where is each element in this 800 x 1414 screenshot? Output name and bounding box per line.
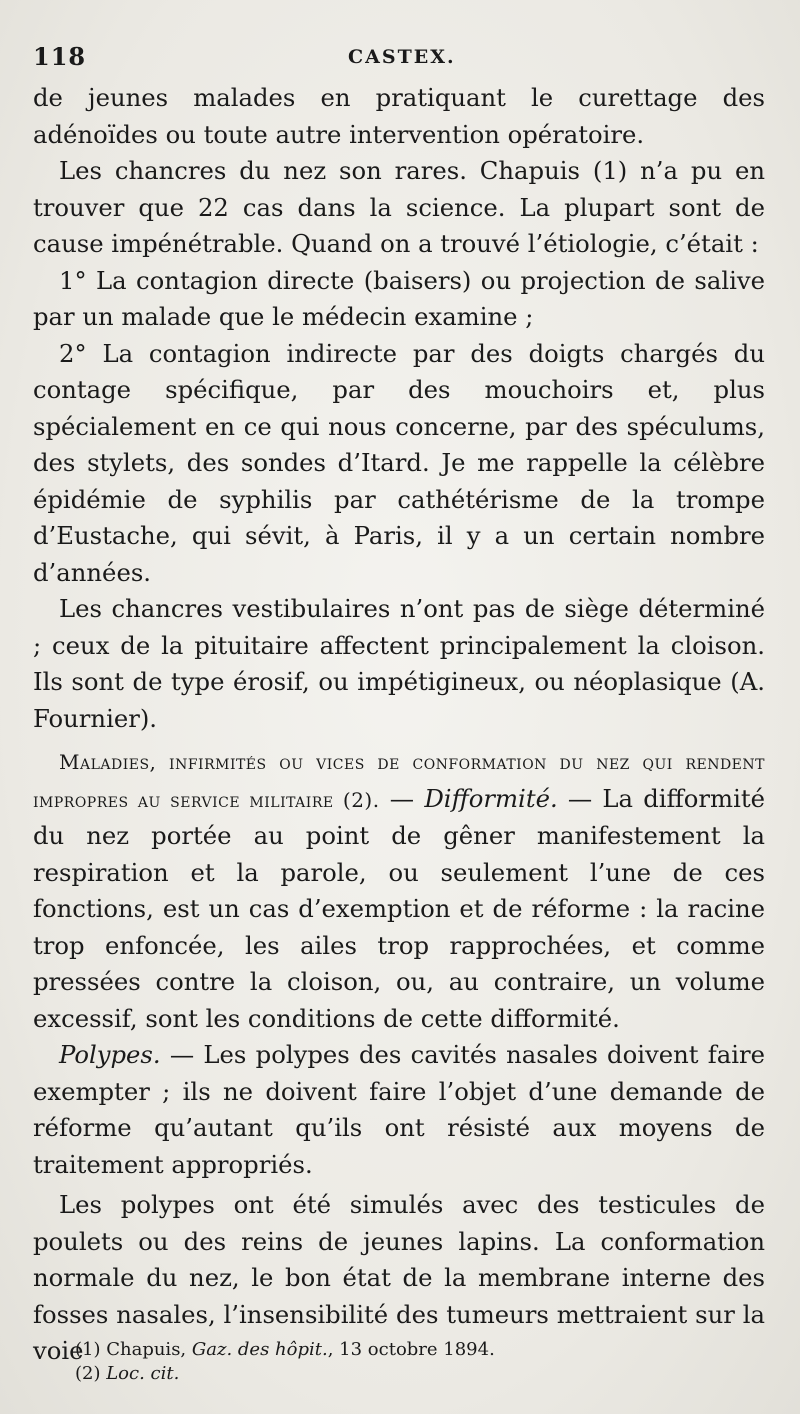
paragraph-5: Les chancres vestibulaires n’ont pas de siège déterminé ; ceux de la pituitaire affectent principalement la cloison. Ils sont de type érosif, ou impétigineux, ou néoplasique (A. Fournier). [33, 594, 765, 733]
paragraph-1: de jeunes malades en pratiquant le curettage des adénoïdes ou toute autre intervention opératoire. [33, 83, 765, 149]
running-head: CASTEX. [348, 46, 456, 68]
footnotes [75, 1338, 765, 1386]
paragraph-7-text: — Les polypes des cavités nasales doivent faire exempter ; ils ne doivent faire l’objet d’une demande de réforme qu’autant qu’ils ont résisté aux moyens de traitement appropriés. [33, 1040, 765, 1179]
subheading-polypes: Polypes. [59, 1040, 161, 1069]
paragraph-4: 2° La contagion indirecte par des doigts chargés du contage spécifique, par des mouchoirs et, plus spécialement en ce qui nous concerne, par des spéculums, des stylets, des sondes d’Itard. Je me rappelle la célèbre épidémie de syphilis par cathétérisme de la trompe d’Eustache, qui sévit, à Paris, il y a un certain nombre d’années. [33, 338, 765, 587]
paragraph-7 [33, 1037, 765, 1183]
subheading-difformite: Difformité. [424, 783, 558, 813]
heading-separator: — [379, 783, 425, 813]
paragraph-8: Les polypes ont été simulés avec des testicules de poulets ou des reins de jeunes lapins. La conformation normale du nez, le bon état de la membrane interne des fosses nasales, l’insensibilité des tumeurs mettraient sur la voie [33, 1190, 765, 1365]
paragraph-6-text: — La difformité du nez portée au point de gêner manifestement la respiration et la parole, ou seulement l’une de ces fonctions, est un cas d’exemption et de réforme : la racine trop enfoncée, les ailes trop rapprochées, et comme pressées contre la cloison, ou, au contraire, un volume excessif, sont les conditions de cette difformité. [33, 783, 765, 1033]
paragraph-6 [33, 743, 765, 1037]
footnote-1-date: , 13 octobre 1894. [327, 1339, 495, 1360]
page-header [33, 38, 773, 78]
footnote-1-journal: Gaz. des hôpit. [191, 1339, 328, 1360]
footnote-1 [75, 1338, 765, 1362]
body-text [33, 80, 765, 1370]
footnote-2-ref: Loc. cit. [106, 1363, 180, 1384]
footnote-2 [75, 1362, 765, 1386]
footnote-2-mark: (2) [75, 1363, 107, 1384]
paragraph-2: Les chancres du nez son rares. Chapuis (1) n’a pu en trouver que 22 cas dans la science. La plupart sont de cause impénétrable. Quand on a trouvé l’étiologie, c’était : [33, 156, 765, 258]
section-heading: Maladies, infirmités ou vices de conformation du nez qui rendent impropres au service militaire (2). [33, 750, 765, 812]
paragraph-3: 1° La contagion directe (baisers) ou projection de salive par un malade que le médecin examine ; [33, 265, 765, 331]
footnote-1-mark: (1) Chapuis, [75, 1339, 192, 1360]
page-number: 118 [33, 42, 87, 71]
